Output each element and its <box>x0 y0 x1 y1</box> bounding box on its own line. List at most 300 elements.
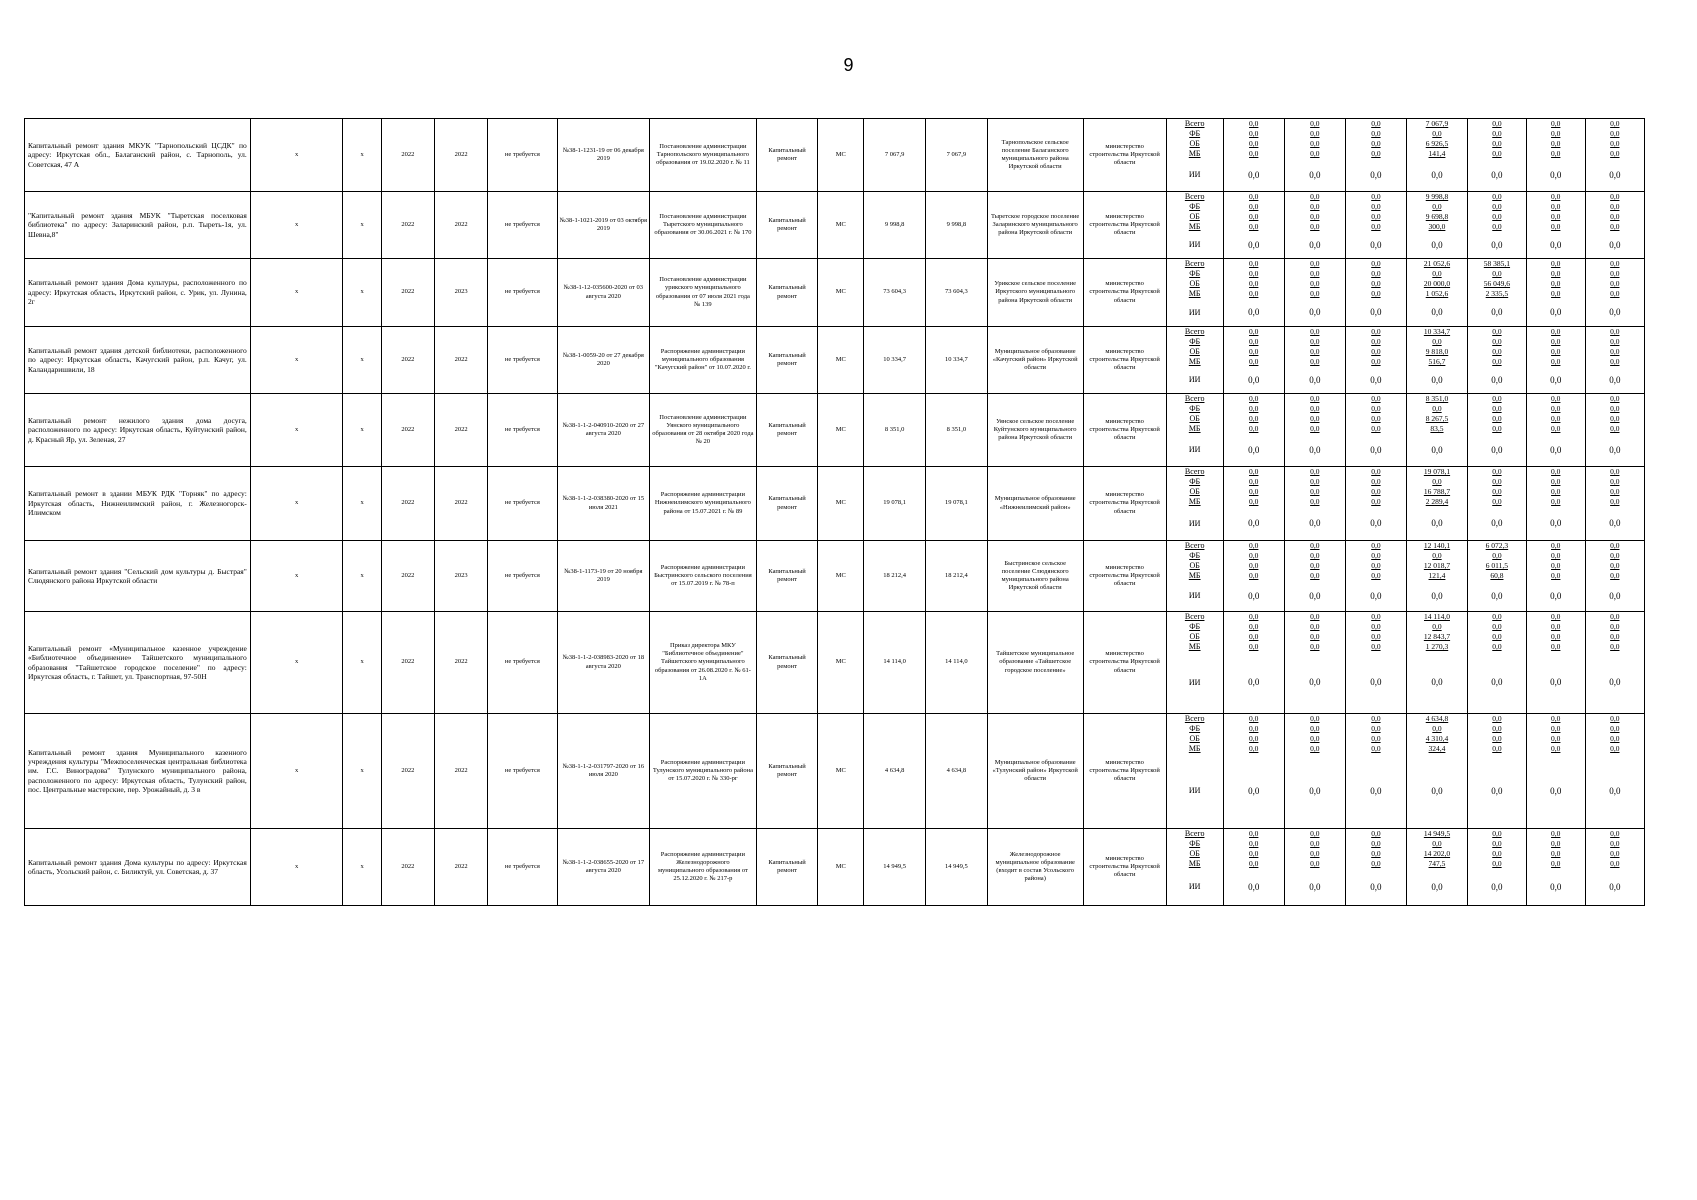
work-type: Капитальный ремонт <box>756 612 818 714</box>
responsible-ministry: министерство строительства Иркутской области <box>1083 467 1166 541</box>
financing-value: 141,4 <box>1406 149 1467 159</box>
financing-value: 0,0 <box>1345 327 1406 337</box>
financing-value: 0,0 <box>1610 632 1620 642</box>
financing-sources <box>1166 467 1644 541</box>
financing-value: 0,0 <box>1284 129 1345 139</box>
financing-value: 0,0 <box>1468 129 1527 139</box>
work-type: Капитальный ремонт <box>756 259 818 327</box>
expertise-status: не требуется <box>488 119 557 192</box>
cell-x2: x <box>343 119 381 192</box>
cost-remaining: 7 067,9 <box>925 119 987 192</box>
financing-value: 2 289,4 <box>1406 497 1467 507</box>
financing-value: 0,0 <box>1223 357 1284 367</box>
financing-value: 0,0 <box>1345 477 1406 487</box>
financing-value: 0,0 <box>1526 279 1585 289</box>
financing-value: 0,0 <box>1406 337 1467 347</box>
financing-row <box>1167 337 1644 347</box>
start-year: 2022 <box>381 119 434 192</box>
financing-value: 0,0 <box>1284 394 1345 404</box>
financing-value: 0,0 <box>1468 367 1527 393</box>
financing-value: 0,0 <box>1610 622 1620 632</box>
expertise-number: №38-1-1-2-038983-2020 от 18 августа 2020 <box>557 612 650 714</box>
work-type: Капитальный ремонт <box>756 192 818 259</box>
object-name: Капитальный ремонт в здании МБУК РДК "Горняк" по адресу: Иркутская область, Нижнеилимский район, г. Железногорск-Илимском <box>25 467 251 541</box>
end-year: 2022 <box>435 327 488 394</box>
financing-value: 16 788,7 <box>1406 487 1467 497</box>
financing-source-label: ИИ <box>1167 367 1224 393</box>
financing-value: 0,0 <box>1223 232 1284 258</box>
cell-x1: x <box>250 714 343 829</box>
financing-value: 0,0 <box>1345 404 1406 414</box>
financing-row <box>1167 139 1644 149</box>
cost-remaining: 18 212,4 <box>925 541 987 612</box>
financing-value: 0,0 <box>1223 269 1284 279</box>
financing-value: 0,0 <box>1526 734 1585 744</box>
responsible-ministry: министерство строительства Иркутской области <box>1083 259 1166 327</box>
table-row <box>25 192 1645 259</box>
financing-source-label: Всего <box>1167 119 1224 129</box>
financing-value: 0,0 <box>1609 444 1621 455</box>
financing-value: 0,0 <box>1526 357 1585 367</box>
financing-value: 0,0 <box>1223 744 1284 754</box>
financing-value: 0,0 <box>1223 394 1284 404</box>
financing-row <box>1167 212 1644 222</box>
financing-value: 0,0 <box>1609 785 1621 796</box>
financing-value: 0,0 <box>1284 541 1345 551</box>
financing-value: 324,4 <box>1406 744 1467 754</box>
financing-value: 0,0 <box>1284 581 1345 611</box>
cost-total: 14 949,5 <box>864 829 926 906</box>
financing-value: 0,0 <box>1284 551 1345 561</box>
financing-value: 0,0 <box>1468 337 1527 347</box>
start-year: 2022 <box>381 394 434 467</box>
decision-document: Распоряжение администрации Нижнеилимского муниципального района от 15.07.2021 г. № 89 <box>650 467 757 541</box>
financing-value: 0,0 <box>1526 222 1585 232</box>
financing-value: 0,0 <box>1526 159 1585 191</box>
cost-total: 73 604,3 <box>864 259 926 327</box>
financing-value: 0,0 <box>1468 269 1527 279</box>
financing-row <box>1167 347 1644 357</box>
financing-value: 0,0 <box>1610 279 1620 289</box>
financing-value: 0,0 <box>1468 754 1527 828</box>
table-row <box>25 394 1645 467</box>
financing-value: 0,0 <box>1345 212 1406 222</box>
financing-value: 121,4 <box>1406 571 1467 581</box>
financing-value: 0,0 <box>1345 299 1406 326</box>
end-year: 2022 <box>435 467 488 541</box>
financing-value: 0,0 <box>1223 714 1284 724</box>
start-year: 2022 <box>381 541 434 612</box>
work-type: Капитальный ремонт <box>756 467 818 541</box>
financing-value: 0,0 <box>1610 642 1620 652</box>
financing-value: 0,0 <box>1468 212 1527 222</box>
financing-value: 0,0 <box>1610 404 1620 414</box>
financing-value: 0,0 <box>1223 347 1284 357</box>
financing-value: 0,0 <box>1406 869 1467 905</box>
financing-row <box>1167 724 1644 734</box>
financing-value: 0,0 <box>1526 859 1585 869</box>
cell-x2: x <box>343 612 381 714</box>
financing-row <box>1167 497 1644 507</box>
financing-value: 0,0 <box>1223 497 1284 507</box>
financing-value: 0,0 <box>1345 279 1406 289</box>
financing-value: 0,0 <box>1526 477 1585 487</box>
responsible-ministry: министерство строительства Иркутской области <box>1083 612 1166 714</box>
financing-row <box>1167 734 1644 744</box>
financing-value: 6 072,3 <box>1468 541 1527 551</box>
financing-row <box>1167 754 1644 828</box>
financing-value: 0,0 <box>1526 642 1585 652</box>
financing-source-label: МБ <box>1167 744 1224 754</box>
financing-value: 0,0 <box>1610 139 1620 149</box>
financing-value: 0,0 <box>1345 159 1406 191</box>
table-row <box>25 541 1645 612</box>
financing-value: 0,0 <box>1223 149 1284 159</box>
form-code: МС <box>818 119 864 192</box>
financing-source-label: ИИ <box>1167 434 1224 466</box>
owner: Быстринское сельское поселение Слюдянского муниципального района Иркутской области <box>987 541 1083 612</box>
cell-x1: x <box>250 829 343 906</box>
financing-value: 0,0 <box>1345 612 1406 622</box>
financing-value: 0,0 <box>1610 394 1620 404</box>
form-code: МС <box>818 192 864 259</box>
start-year: 2022 <box>381 327 434 394</box>
financing-value: 0,0 <box>1526 299 1585 326</box>
decision-document: Распоряжение администрации Железнодорожного муниципального образования от 25.12.2020 г. № 217-р <box>650 829 757 906</box>
expertise-number: №38-1-1-2-040910-2020 от 27 августа 2020 <box>557 394 650 467</box>
financing-source-label: Всего <box>1167 829 1224 839</box>
financing-value: 0,0 <box>1468 734 1527 744</box>
financing-value: 0,0 <box>1223 327 1284 337</box>
financing-sources <box>1166 714 1644 829</box>
financing-value: 0,0 <box>1526 612 1585 622</box>
financing-value: 0,0 <box>1223 434 1284 466</box>
table-row <box>25 259 1645 327</box>
financing-value: 0,0 <box>1610 477 1620 487</box>
object-name: "Капитальный ремонт здания МБУК "Тыретская поселковая библиотека" по адресу: Заларинский район, р.п. Тыреть-1я, ул. Шевна,8" <box>25 192 251 259</box>
financing-value: 0,0 <box>1610 357 1620 367</box>
financing-value: 0,0 <box>1284 859 1345 869</box>
financing-row <box>1167 129 1644 139</box>
financing-value: 0,0 <box>1223 829 1284 839</box>
decision-document: Распоряжение администрации Тулунского муниципального района от 15.07.2020 г. № 330-рг <box>650 714 757 829</box>
financing-source-label: ОБ <box>1167 414 1224 424</box>
financing-value: 0,0 <box>1406 551 1467 561</box>
cost-remaining: 4 634,8 <box>925 714 987 829</box>
owner: Урикское сельское поселение Иркутского муниципального района Иркутской области <box>987 259 1083 327</box>
expertise-number: №38-1-1231-19 от 06 декабря 2019 <box>557 119 650 192</box>
financing-value: 0,0 <box>1345 829 1406 839</box>
cost-remaining: 10 334,7 <box>925 327 987 394</box>
financing-value: 0,0 <box>1284 159 1345 191</box>
financing-value: 0,0 <box>1468 394 1527 404</box>
cell-x1: x <box>250 119 343 192</box>
financing-value: 0,0 <box>1526 839 1585 849</box>
financing-value: 2 335,5 <box>1468 289 1527 299</box>
financing-value: 0,0 <box>1223 289 1284 299</box>
financing-value: 516,7 <box>1406 357 1467 367</box>
cell-x1: x <box>250 259 343 327</box>
financing-value: 0,0 <box>1468 551 1527 561</box>
financing-value: 0,0 <box>1284 222 1345 232</box>
financing-source-label: Всего <box>1167 467 1224 477</box>
owner: Муниципальное образование «Качугский район» Иркутской области <box>987 327 1083 394</box>
financing-value: 0,0 <box>1526 467 1585 477</box>
start-year: 2022 <box>381 259 434 327</box>
form-code: МС <box>818 541 864 612</box>
financing-source-label: Всего <box>1167 714 1224 724</box>
financing-value: 0,0 <box>1345 839 1406 849</box>
financing-value: 0,0 <box>1526 327 1585 337</box>
financing-value: 0,0 <box>1609 307 1621 317</box>
expertise-number: №38-1-1-2-038655-2020 от 17 августа 2020 <box>557 829 650 906</box>
financing-value: 0,0 <box>1468 744 1527 754</box>
financing-value: 0,0 <box>1526 212 1585 222</box>
table-row <box>25 829 1645 906</box>
financing-value: 10 334,7 <box>1406 327 1467 337</box>
financing-row <box>1167 622 1644 632</box>
financing-value: 0,0 <box>1284 632 1345 642</box>
financing-row <box>1167 232 1644 258</box>
decision-document: Постановление администрации урикского муниципального образования от 07 июля 2021 года № 139 <box>650 259 757 327</box>
financing-value: 0,0 <box>1284 327 1345 337</box>
cost-total: 4 634,8 <box>864 714 926 829</box>
financing-value: 0,0 <box>1526 714 1585 724</box>
financing-value: 0,0 <box>1526 632 1585 642</box>
financing-value: 0,0 <box>1526 561 1585 571</box>
cell-x1: x <box>250 612 343 714</box>
financing-value: 0,0 <box>1468 507 1527 540</box>
financing-value: 0,0 <box>1284 299 1345 326</box>
financing-value: 0,0 <box>1223 652 1284 713</box>
financing-source-label: ФБ <box>1167 724 1224 734</box>
financing-source-label: Всего <box>1167 541 1224 551</box>
financing-value: 0,0 <box>1610 222 1620 232</box>
financing-value: 0,0 <box>1610 327 1620 337</box>
financing-value: 12 843,7 <box>1406 632 1467 642</box>
financing-value: 0,0 <box>1223 299 1284 326</box>
financing-row <box>1167 551 1644 561</box>
financing-value: 0,0 <box>1223 507 1284 540</box>
object-name: Капитальный ремонт здания Дома культуры по адресу: Иркутская область, Усольский район, с. Биликтуй, ул. Советская, д. 37 <box>25 829 251 906</box>
financing-value: 0,0 <box>1406 269 1467 279</box>
financing-value: 0,0 <box>1223 581 1284 611</box>
financing-value: 0,0 <box>1610 541 1620 551</box>
financing-value: 0,0 <box>1609 590 1621 601</box>
owner: Железнодорожное муниципальное образование (входит в состав Усольского района) <box>987 829 1083 906</box>
financing-value: 0,0 <box>1223 541 1284 551</box>
financing-value: 0,0 <box>1526 192 1585 202</box>
financing-value: 0,0 <box>1468 724 1527 734</box>
financing-value: 0,0 <box>1345 434 1406 466</box>
financing-row <box>1167 859 1644 869</box>
financing-row <box>1167 714 1644 724</box>
financing-value: 12 140,1 <box>1406 541 1467 551</box>
responsible-ministry: министерство строительства Иркутской области <box>1083 394 1166 467</box>
financing-source-label: ОБ <box>1167 632 1224 642</box>
financing-source-label: Всего <box>1167 259 1224 269</box>
financing-value: 0,0 <box>1223 424 1284 434</box>
financing-sources <box>1166 541 1644 612</box>
financing-value: 0,0 <box>1284 367 1345 393</box>
cell-x1: x <box>250 467 343 541</box>
financing-value: 0,0 <box>1468 612 1527 622</box>
financing-value: 0,0 <box>1526 434 1585 466</box>
cost-total: 19 078,1 <box>864 467 926 541</box>
decision-document: Приказ директора МКУ "Библиотечное объединение" Тайшетского муниципального образования от 26.08.2020 г. № 61-1А <box>650 612 757 714</box>
financing-value: 0,0 <box>1223 487 1284 497</box>
financing-sources <box>1166 394 1644 467</box>
table-row <box>25 119 1645 192</box>
financing-value: 0,0 <box>1345 869 1406 905</box>
financing-row <box>1167 652 1644 713</box>
financing-value: 0,0 <box>1468 869 1527 905</box>
financing-value: 0,0 <box>1345 497 1406 507</box>
financing-value: 0,0 <box>1284 622 1345 632</box>
financing-value: 0,0 <box>1610 829 1620 839</box>
financing-value: 0,0 <box>1284 212 1345 222</box>
cell-x2: x <box>343 829 381 906</box>
financing-value: 8 351,0 <box>1406 394 1467 404</box>
financing-value: 0,0 <box>1223 734 1284 744</box>
financing-value: 0,0 <box>1526 414 1585 424</box>
financing-source-label: ОБ <box>1167 561 1224 571</box>
table-row <box>25 612 1645 714</box>
responsible-ministry: министерство строительства Иркутской области <box>1083 829 1166 906</box>
financing-value: 0,0 <box>1610 839 1620 849</box>
table-row <box>25 327 1645 394</box>
financing-value: 0,0 <box>1468 357 1527 367</box>
financing-source-label: МБ <box>1167 149 1224 159</box>
financing-value: 0,0 <box>1345 581 1406 611</box>
decision-document: Постановление администрации Тарнопольского муниципального образования от 19.02.2020 г. № 11 <box>650 119 757 192</box>
financing-value: 0,0 <box>1284 357 1345 367</box>
financing-value: 0,0 <box>1345 744 1406 754</box>
financing-row <box>1167 839 1644 849</box>
financing-row <box>1167 404 1644 414</box>
financing-value: 0,0 <box>1468 192 1527 202</box>
financing-value: 0,0 <box>1223 551 1284 561</box>
financing-value: 0,0 <box>1468 829 1527 839</box>
financing-value: 0,0 <box>1468 581 1527 611</box>
financing-value: 0,0 <box>1526 129 1585 139</box>
financing-value: 0,0 <box>1223 259 1284 269</box>
financing-value: 0,0 <box>1345 367 1406 393</box>
financing-row <box>1167 192 1644 202</box>
financing-row <box>1167 632 1644 642</box>
financing-value: 0,0 <box>1345 859 1406 869</box>
start-year: 2022 <box>381 612 434 714</box>
financing-value: 0,0 <box>1468 859 1527 869</box>
financing-value: 0,0 <box>1468 849 1527 859</box>
financing-value: 0,0 <box>1284 289 1345 299</box>
financing-source-label: ИИ <box>1167 159 1224 191</box>
financing-value: 747,5 <box>1406 859 1467 869</box>
financing-value: 0,0 <box>1609 518 1621 528</box>
financing-row <box>1167 487 1644 497</box>
financing-value: 0,0 <box>1526 507 1585 540</box>
cell-x1: x <box>250 394 343 467</box>
financing-value: 0,0 <box>1284 477 1345 487</box>
financing-value: 0,0 <box>1345 357 1406 367</box>
financing-value: 0,0 <box>1526 347 1585 357</box>
financing-value: 0,0 <box>1468 467 1527 477</box>
financing-source-label: ИИ <box>1167 299 1224 326</box>
financing-value: 0,0 <box>1526 487 1585 497</box>
financing-value: 0,0 <box>1223 212 1284 222</box>
financing-row <box>1167 642 1644 652</box>
financing-value: 0,0 <box>1223 612 1284 622</box>
financing-value: 0,0 <box>1345 467 1406 477</box>
objects-table <box>24 118 1645 906</box>
financing-value: 9 698,8 <box>1406 212 1467 222</box>
financing-value: 21 052,6 <box>1406 259 1467 269</box>
financing-row <box>1167 829 1644 839</box>
financing-value: 0,0 <box>1345 394 1406 404</box>
financing-source-label: ФБ <box>1167 269 1224 279</box>
financing-value: 0,0 <box>1468 404 1527 414</box>
financing-source-label: ФБ <box>1167 404 1224 414</box>
financing-value: 0,0 <box>1610 714 1620 724</box>
financing-row <box>1167 869 1644 905</box>
financing-value: 0,0 <box>1406 652 1467 713</box>
cell-x1: x <box>250 541 343 612</box>
object-name: Капитальный ремонт здания "Сельский дом культуры д. Быстрая" Слюдянского района Иркутской области <box>25 541 251 612</box>
financing-value: 14 949,5 <box>1406 829 1467 839</box>
financing-source-label: Всего <box>1167 192 1224 202</box>
decision-document: Постановление администрации Уянского муниципального образования от 28 октября 2020 года № 20 <box>650 394 757 467</box>
start-year: 2022 <box>381 467 434 541</box>
financing-value: 0,0 <box>1345 129 1406 139</box>
financing-value: 0,0 <box>1345 724 1406 734</box>
cost-total: 9 998,8 <box>864 192 926 259</box>
form-code: МС <box>818 714 864 829</box>
financing-value: 1 270,3 <box>1406 642 1467 652</box>
financing-row <box>1167 467 1644 477</box>
cell-x2: x <box>343 327 381 394</box>
financing-value: 0,0 <box>1468 149 1527 159</box>
financing-value: 0,0 <box>1345 714 1406 724</box>
cell-x1: x <box>250 327 343 394</box>
financing-value: 0,0 <box>1345 487 1406 497</box>
financing-value: 0,0 <box>1223 859 1284 869</box>
financing-value: 0,0 <box>1610 859 1620 869</box>
financing-value: 0,0 <box>1526 119 1585 129</box>
responsible-ministry: министерство строительства Иркутской области <box>1083 119 1166 192</box>
financing-value: 0,0 <box>1345 139 1406 149</box>
cell-x2: x <box>343 394 381 467</box>
financing-value: 0,0 <box>1610 212 1620 222</box>
decision-document: Распоряжение администрации муниципального образования "Качугский район" от 10.07.2020 г. <box>650 327 757 394</box>
object-name: Капитальный ремонт нежилого здания дома досуга, расположенного по адресу: Иркутская область, Куйтунский район, д. Красный Яр, ул. Зеленая, 27 <box>25 394 251 467</box>
financing-source-label: ФБ <box>1167 337 1224 347</box>
financing-source-label: ОБ <box>1167 849 1224 859</box>
financing-row <box>1167 367 1644 393</box>
financing-value: 0,0 <box>1609 881 1621 892</box>
financing-row <box>1167 744 1644 754</box>
financing-source-label: ФБ <box>1167 622 1224 632</box>
financing-value: 0,0 <box>1284 279 1345 289</box>
financing-value: 0,0 <box>1223 571 1284 581</box>
cell-x2: x <box>343 714 381 829</box>
financing-value: 0,0 <box>1223 129 1284 139</box>
financing-row <box>1167 269 1644 279</box>
financing-value: 0,0 <box>1345 561 1406 571</box>
financing-value: 0,0 <box>1406 404 1467 414</box>
object-name: Капитальный ремонт здания МКУК "Тарнопольский ЦСДК" по адресу: Иркутская обл., Балаганский район, с. Тарнополь, ул. Советская, 47 А <box>25 119 251 192</box>
expertise-status: не требуется <box>488 541 557 612</box>
financing-value: 0,0 <box>1223 159 1284 191</box>
